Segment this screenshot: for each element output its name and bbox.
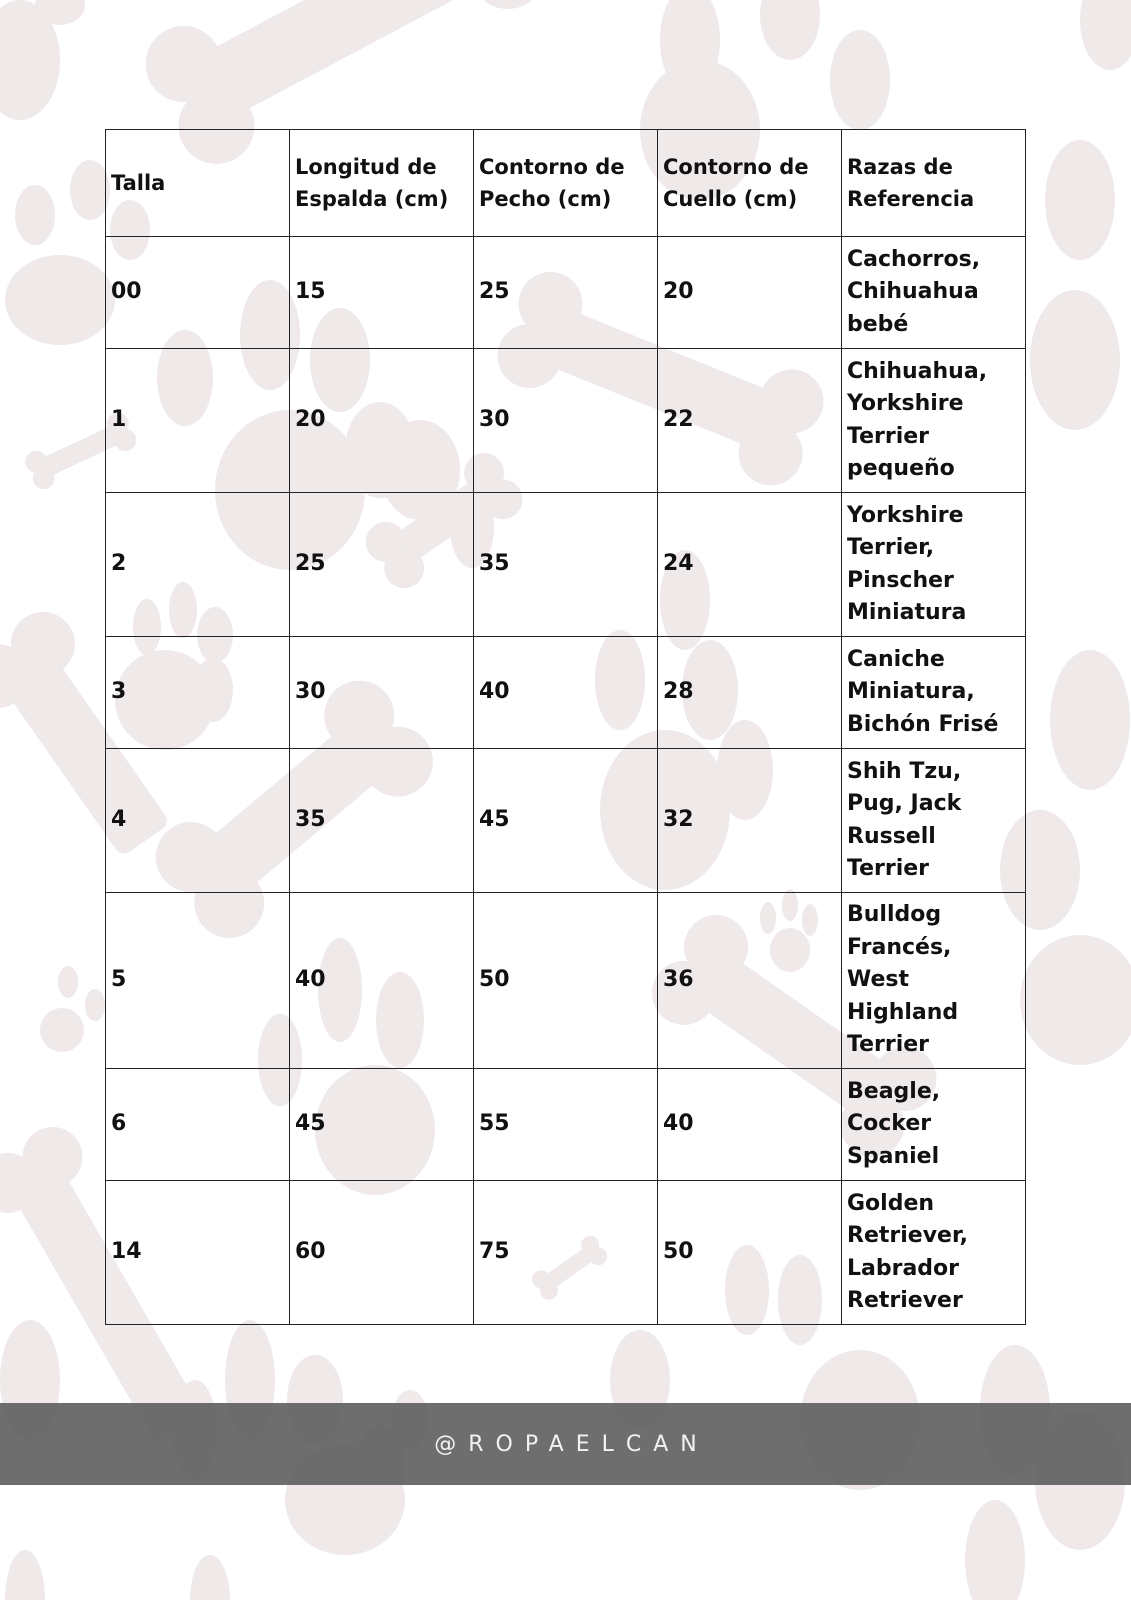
cell-talla: 3 <box>106 637 290 749</box>
header-talla <box>106 130 290 237</box>
size-chart-table <box>105 129 1026 1325</box>
header-label: Contorno de Cuello (cm) <box>663 154 809 211</box>
cell-razas: Golden Retriever, Labrador Retriever <box>842 1181 1026 1325</box>
table-row <box>106 349 1026 493</box>
paw-print-icon <box>5 1500 1025 1600</box>
table-row <box>106 493 1026 637</box>
cell-cuello: 32 <box>658 749 842 893</box>
cell-talla: 4 <box>106 749 290 893</box>
table-row <box>106 237 1026 349</box>
cell-pecho: 25 <box>474 237 658 349</box>
table-row <box>106 749 1026 893</box>
cell-cuello: 36 <box>658 893 842 1069</box>
cell-espalda: 20 <box>290 349 474 493</box>
cell-pecho: 50 <box>474 893 658 1069</box>
cell-pecho: 45 <box>474 749 658 893</box>
paw-print-icon <box>1030 140 1120 430</box>
cell-espalda: 40 <box>290 893 474 1069</box>
social-handle: @ROPAELCAN <box>434 1431 709 1457</box>
cell-razas: Beagle, Cocker Spaniel <box>842 1069 1026 1181</box>
table-row <box>106 1069 1026 1181</box>
cell-espalda: 60 <box>290 1181 474 1325</box>
header-label: Contorno de Pecho (cm) <box>479 154 625 211</box>
header-label: Talla <box>111 170 166 195</box>
cell-talla: 5 <box>106 893 290 1069</box>
cell-pecho: 75 <box>474 1181 658 1325</box>
cell-cuello: 22 <box>658 349 842 493</box>
header-cuello <box>658 130 842 237</box>
cell-cuello: 28 <box>658 637 842 749</box>
table-row <box>106 637 1026 749</box>
cell-razas: Bulldog Francés, West Highland Terrier <box>842 893 1026 1069</box>
cell-talla: 6 <box>106 1069 290 1181</box>
header-pecho <box>474 130 658 237</box>
cell-pecho: 40 <box>474 637 658 749</box>
table-row <box>106 1181 1026 1325</box>
cell-pecho: 35 <box>474 493 658 637</box>
cell-pecho: 55 <box>474 1069 658 1181</box>
cell-razas: Cachorros, Chihuahua bebé <box>842 237 1026 349</box>
header-label: Razas de Referencia <box>847 154 975 211</box>
cell-espalda: 15 <box>290 237 474 349</box>
table-header-row <box>106 130 1026 237</box>
header-razas <box>842 130 1026 237</box>
cell-talla: 14 <box>106 1181 290 1325</box>
cell-razas: Shih Tzu, Pug, Jack Russell Terrier <box>842 749 1026 893</box>
cell-espalda: 25 <box>290 493 474 637</box>
cell-razas: Caniche Miniatura, Bichón Frisé <box>842 637 1026 749</box>
cell-espalda: 35 <box>290 749 474 893</box>
cell-cuello: 50 <box>658 1181 842 1325</box>
cell-talla: 2 <box>106 493 290 637</box>
cell-pecho: 30 <box>474 349 658 493</box>
cell-cuello: 24 <box>658 493 842 637</box>
cell-razas: Yorkshire Terrier, Pinscher Miniatura <box>842 493 1026 637</box>
cell-talla: 00 <box>106 237 290 349</box>
cell-espalda: 45 <box>290 1069 474 1181</box>
table-row <box>106 893 1026 1069</box>
cell-espalda: 30 <box>290 637 474 749</box>
paw-print-icon <box>0 0 85 120</box>
cell-talla: 1 <box>106 349 290 493</box>
header-espalda <box>290 130 474 237</box>
paw-print-icon <box>40 966 105 1052</box>
cell-cuello: 40 <box>658 1069 842 1181</box>
cell-cuello: 20 <box>658 237 842 349</box>
footer-bar <box>0 1403 1131 1485</box>
header-label: Longitud de Espalda (cm) <box>295 154 449 211</box>
cell-razas: Chihuahua, Yorkshire Terrier pequeño <box>842 349 1026 493</box>
